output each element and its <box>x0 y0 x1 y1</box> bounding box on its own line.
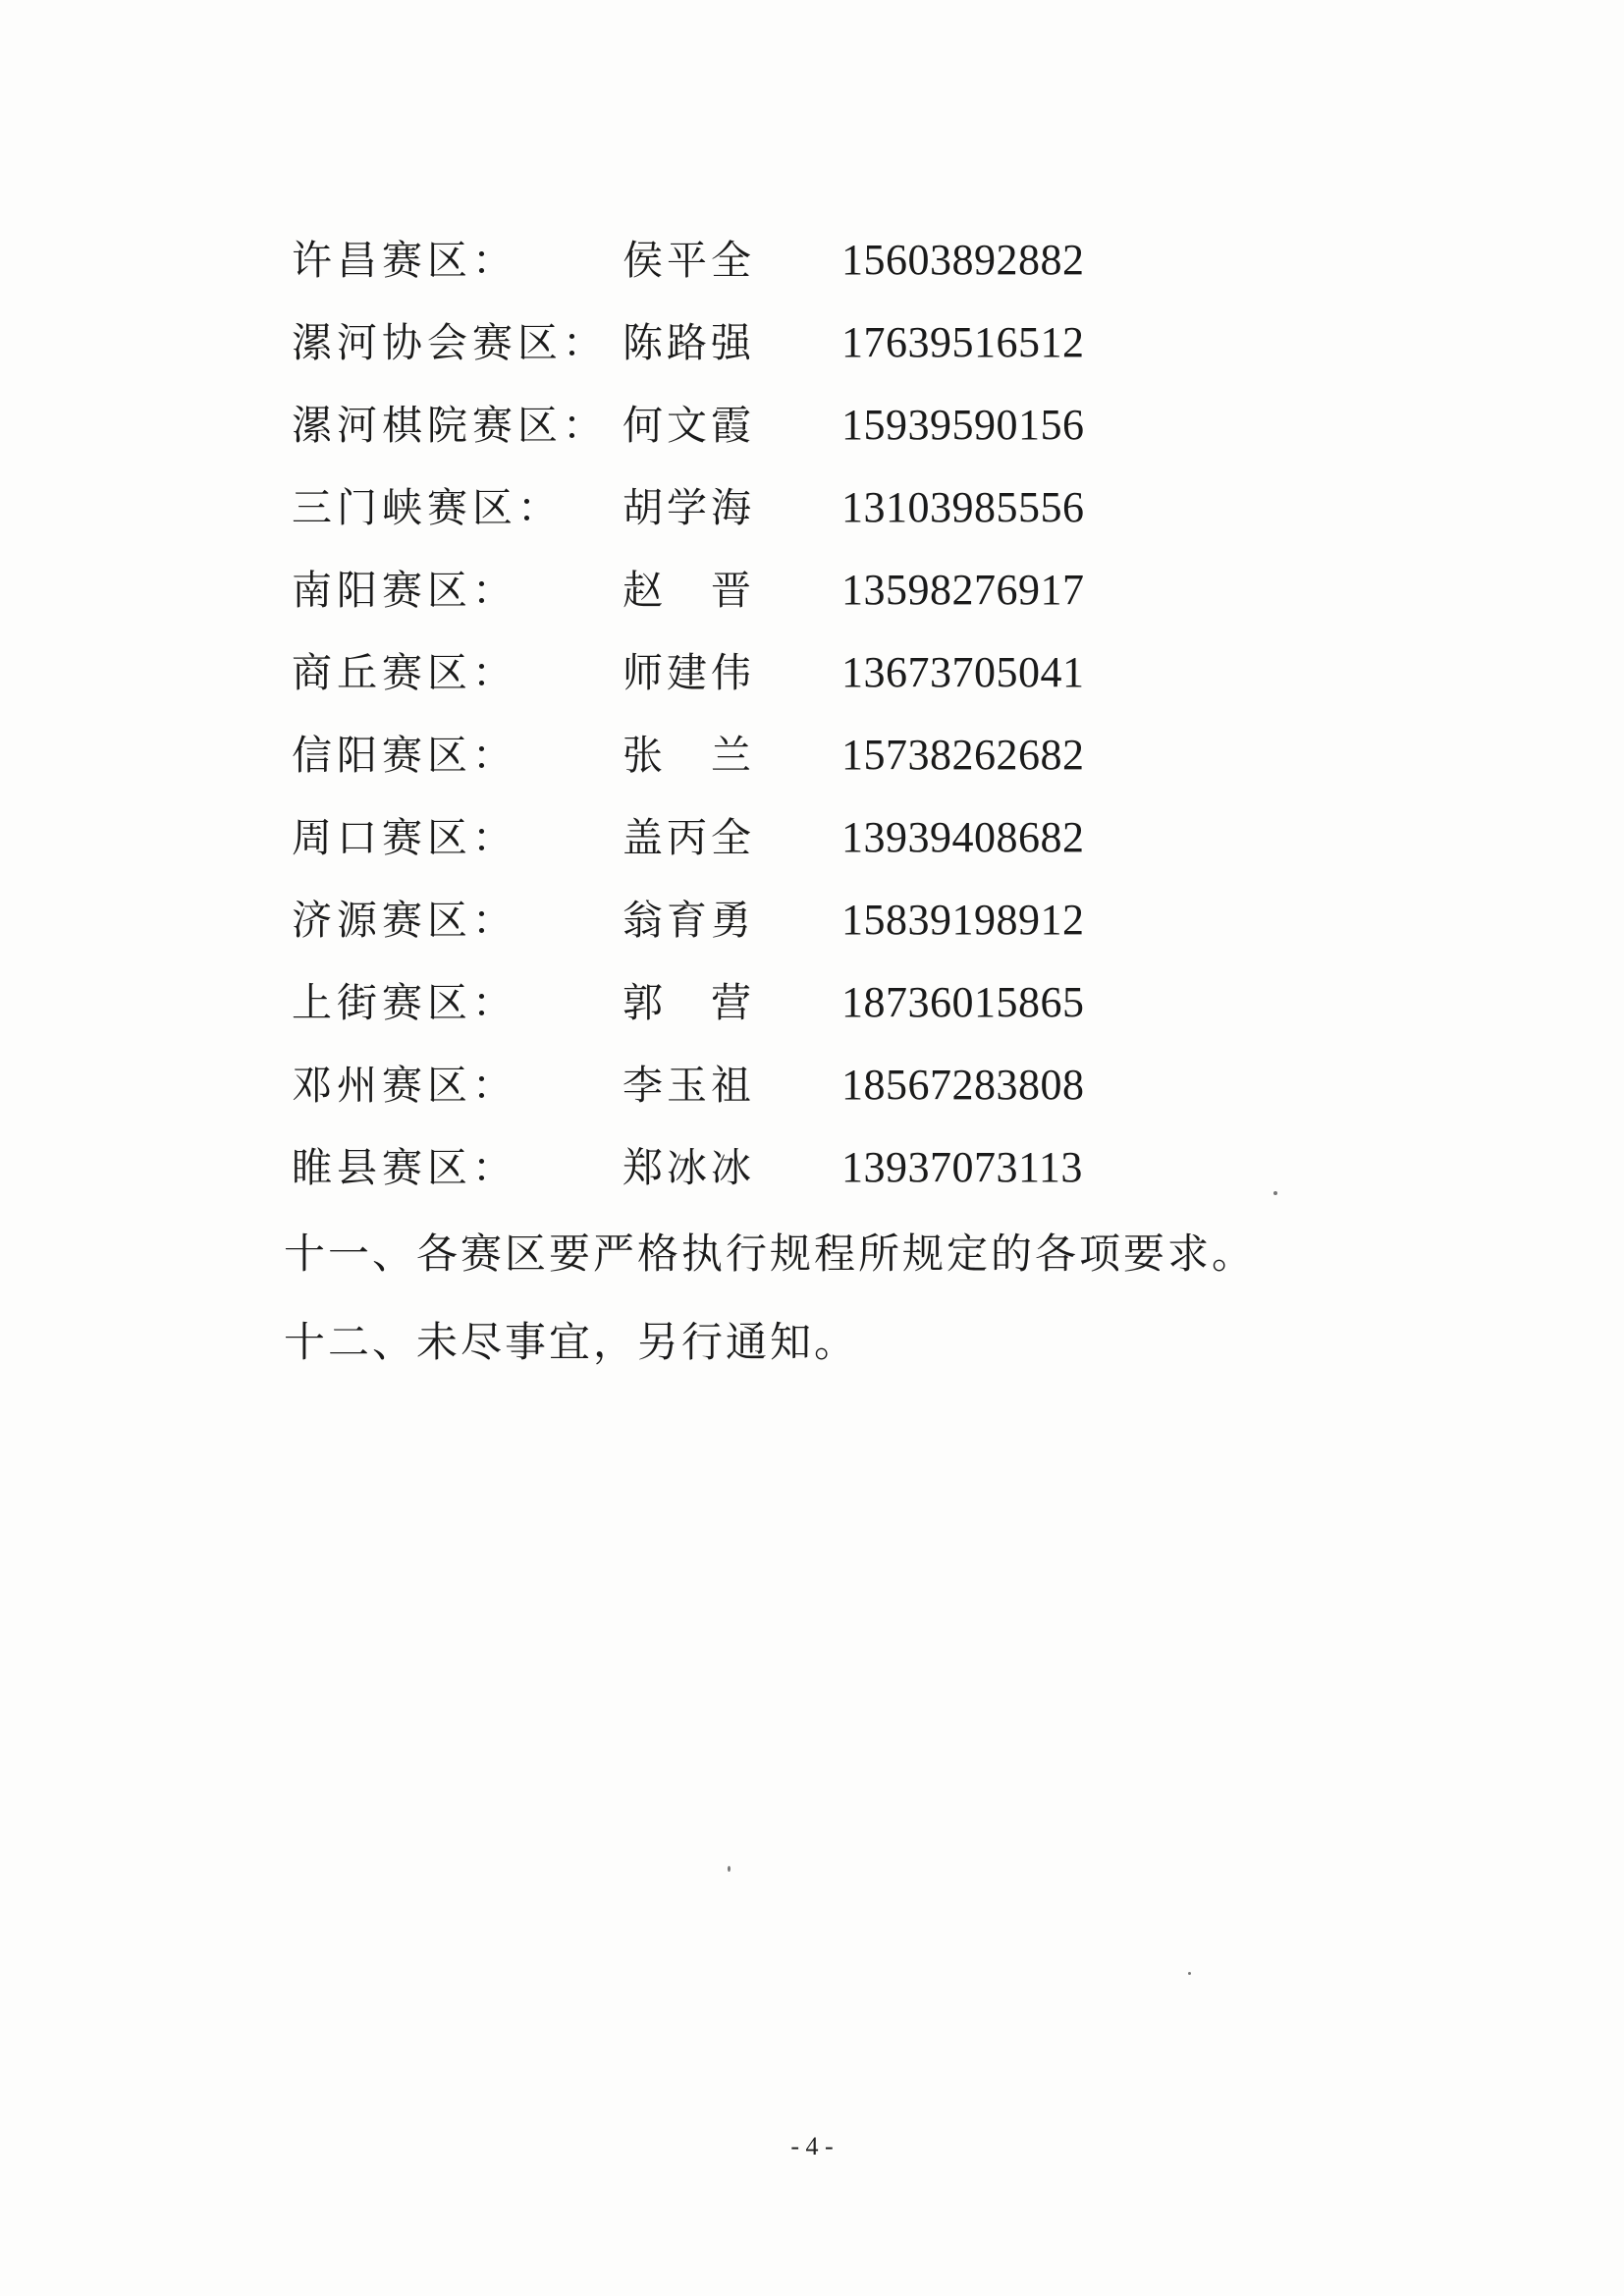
contact-row <box>292 809 1273 892</box>
contact-name: 郑冰冰 <box>623 1144 755 1191</box>
contact-row <box>292 892 1273 974</box>
contact-name: 陈路强 <box>623 319 755 366</box>
contact-row <box>292 232 1273 314</box>
phone-number: 15839198912 <box>841 896 1085 944</box>
contact-name: 何文霞 <box>623 402 755 449</box>
phone-number: 13939408682 <box>841 813 1085 861</box>
phone-number: 15939590156 <box>841 401 1085 449</box>
contact-name: 师建伟 <box>623 649 755 696</box>
district-label: 商丘赛区： <box>292 649 517 696</box>
phone-number: 13673705041 <box>841 648 1085 696</box>
district-label: 三门峡赛区： <box>292 484 563 531</box>
scan-speck <box>1273 1191 1277 1195</box>
phone-number: 18567283808 <box>841 1061 1085 1109</box>
contact-row <box>292 479 1273 562</box>
page-number: - 4 - <box>790 2132 834 2160</box>
contact-list <box>292 232 1273 1222</box>
contact-name: 侯平全 <box>623 237 755 284</box>
contact-row <box>292 397 1273 479</box>
contact-row <box>292 314 1273 397</box>
district-label: 济源赛区： <box>292 897 517 944</box>
district-label: 邓州赛区： <box>292 1062 517 1109</box>
contact-row <box>292 1057 1273 1139</box>
district-label: 漯河棋院赛区： <box>292 402 608 449</box>
district-label: 南阳赛区： <box>292 567 517 614</box>
contact-row <box>292 644 1273 727</box>
district-label: 周口赛区： <box>292 814 517 861</box>
contact-name: 翁育勇 <box>623 897 755 944</box>
contact-name: 李玉祖 <box>623 1062 755 1109</box>
contact-name: 盖丙全 <box>623 814 755 861</box>
scan-speck <box>728 1866 731 1872</box>
contact-name: 胡学海 <box>623 484 755 531</box>
phone-number: 13937073113 <box>841 1143 1083 1191</box>
phone-number: 15603892882 <box>841 236 1085 284</box>
contact-row <box>292 974 1273 1057</box>
contact-name: 郭 营 <box>623 979 755 1026</box>
district-label: 上街赛区： <box>292 979 517 1026</box>
contact-row <box>292 1139 1273 1222</box>
clause-eleven: 十一、各赛区要严格执行规程所规定的各项要求。 <box>284 1230 1257 1278</box>
contact-row <box>292 562 1273 644</box>
phone-number: 18736015865 <box>841 978 1085 1026</box>
district-label: 漯河协会赛区： <box>292 319 608 366</box>
district-label: 信阳赛区： <box>292 732 517 779</box>
phone-number: 13103985556 <box>841 483 1085 531</box>
contact-name: 赵 晋 <box>623 567 755 614</box>
contact-name: 张 兰 <box>623 732 755 779</box>
phone-number: 15738262682 <box>841 731 1085 779</box>
phone-number: 17639516512 <box>841 318 1085 366</box>
contact-row <box>292 727 1273 809</box>
clause-twelve: 十二、未尽事宜，另行通知。 <box>284 1318 859 1366</box>
phone-number: 13598276917 <box>841 566 1085 614</box>
district-label: 睢县赛区： <box>292 1144 517 1191</box>
scan-speck <box>1188 1972 1191 1975</box>
district-label: 许昌赛区： <box>292 237 517 284</box>
